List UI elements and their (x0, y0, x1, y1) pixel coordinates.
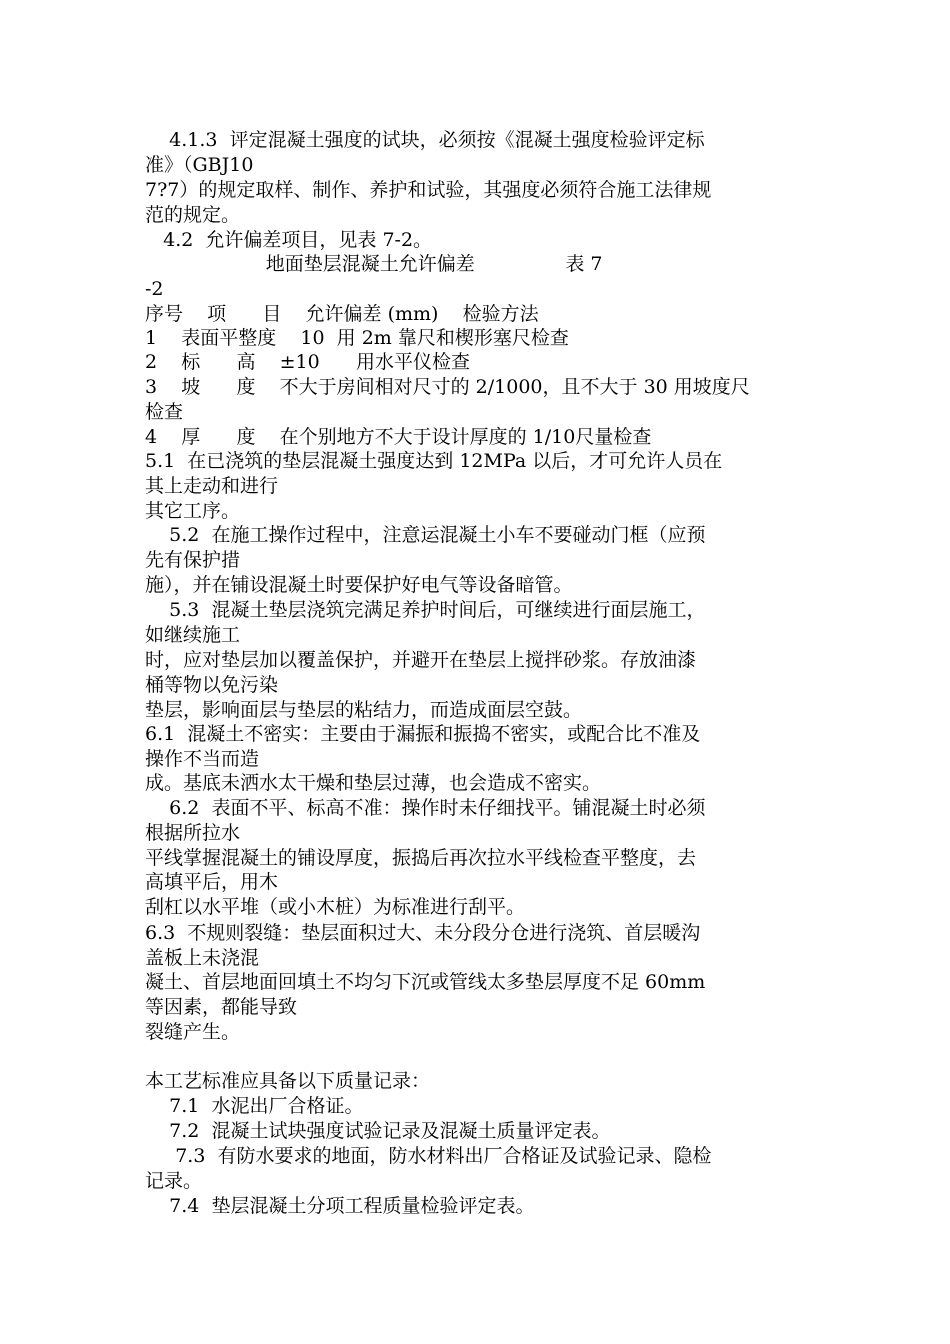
text-line: 4.1.3 评定混凝土强度的试块，必须按《混凝土强度检验评定标 (145, 129, 705, 151)
text-line: 盖板上未浇混 (145, 947, 260, 969)
text-line: 其上走动和进行 (145, 475, 279, 497)
text-line: 时，应对垫层加以覆盖保护，并避开在垫层上搅拌砂浆。存放油漆 (145, 649, 697, 671)
text-line: 其它工序。 (145, 500, 241, 522)
table-row: 3 坡 度 不大于房间相对尺寸的 2/1000，且不大于 30 用坡度尺 (145, 376, 750, 398)
text-line: 7.1 水泥出厂合格证。 (145, 1095, 364, 1117)
text-line: 等因素，都能导致 (145, 996, 298, 1018)
text-line: 成。基底未洒水太干燥和垫层过薄，也会造成不密实。 (145, 772, 602, 794)
text-line: 5.2 在施工操作过程中，注意运混凝土小车不要碰动门框（应预 (145, 524, 706, 546)
text-line: 7.4 垫层混凝土分项工程质量检验评定表。 (145, 1195, 535, 1217)
table-row: 1 表面平整度 10 用 2m 靠尺和楔形塞尺检查 (145, 327, 569, 349)
text-line: 准》（GBJ10 (145, 154, 254, 176)
text-line: 范的规定。 (145, 204, 241, 226)
text-line: 7.2 混凝土试块强度试验记录及混凝土质量评定表。 (145, 1120, 611, 1142)
text-line: 施），并在铺设混凝土时要保护好电气等设备暗管。 (145, 574, 573, 596)
section-heading: 本工艺标准应具备以下质量记录： (145, 1070, 431, 1092)
table-row: 4 厚 度 在个别地方不大于设计厚度的 1/10尺量检查 (145, 426, 652, 448)
text-line: 桶等物以免污染 (145, 674, 279, 696)
table-caption: -2 (145, 278, 164, 300)
text-line: 垫层，影响面层与垫层的粘结力，而造成面层空鼓。 (145, 699, 583, 721)
text-line: 如继续施工 (145, 624, 241, 646)
table-row: 2 标 高 ±10 用水平仪检查 (145, 351, 470, 373)
text-line: 先有保护措 (145, 549, 241, 571)
text-line: 操作不当而造 (145, 748, 260, 770)
table-caption: 地面垫层混凝土允许偏差 表 7 (145, 253, 603, 275)
text-line: 5.1 在已浇筑的垫层混凝土强度达到 12MPa 以后，才可允许人员在 (145, 450, 723, 472)
text-line: 6.3 不规则裂缝：垫层面积过大、未分段分仓进行浇筑、首层暖沟 (145, 922, 701, 944)
text-line: 4.2 允许偏差项目，见表 7-2。 (145, 229, 433, 251)
text-line: 记录。 (145, 1170, 203, 1192)
table-row: 检查 (145, 401, 184, 423)
text-line: 凝土、首层地面回填土不均匀下沉或管线太多垫层厚度不足 60mm (145, 971, 706, 993)
table-header: 序号 项 目 允许偏差 (mm) 检验方法 (145, 303, 539, 325)
text-line: 7?7）的规定取样、制作、养护和试验，其强度必须符合施工法律规 (145, 179, 712, 201)
text-line: 5.3 混凝土垫层浇筑完满足养护时间后，可继续进行面层施工， (145, 599, 706, 621)
text-line: 高填平后，用木 (145, 871, 279, 893)
text-line: 刮杠以水平堆（或小木桩）为标准进行刮平。 (145, 896, 526, 918)
text-line: 6.2 表面不平、标高不准：操作时未仔细找平。铺混凝土时必须 (145, 797, 706, 819)
text-line: 裂缝产生。 (145, 1021, 241, 1043)
text-line: 7.3 有防水要求的地面，防水材料出厂合格证及试验记录、隐检 (145, 1145, 712, 1167)
text-line: 平线掌握混凝土的铺设厚度，振捣后再次拉水平线检查平整度，去 (145, 847, 697, 869)
text-line: 6.1 混凝土不密实：主要由于漏振和振捣不密实，或配合比不准及 (145, 723, 701, 745)
text-line: 根据所拉水 (145, 822, 241, 844)
